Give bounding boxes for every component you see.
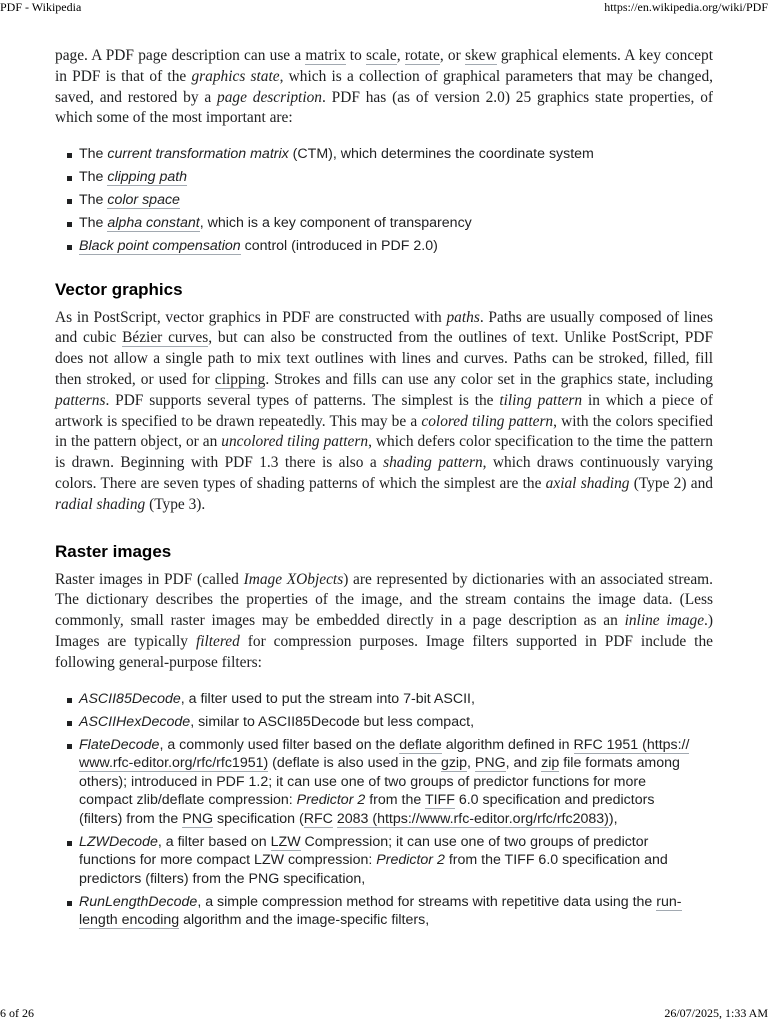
link-text: Black point compensation [79,238,241,255]
list-item [55,833,695,889]
text: . Paths are usually composed of lines and cubic [55,308,713,347]
link-rfc1951[interactable]: RFC 1951 (https://www.rfc-editor.org/rfc/rfc1951) [79,736,690,772]
link-black-point-compensation[interactable] [79,238,241,255]
text: As in PostScript, vector graphics in PDF are constructed with [55,308,447,326]
emphasis: colored tiling pattern [421,412,554,430]
emphasis: LZWDecode [79,833,158,850]
list-item [55,237,713,256]
link-text: clipping path [107,169,188,186]
raster-images-paragraph [55,570,713,674]
section-heading-vector-graphics: Vector graphics [55,279,183,299]
link-deflate[interactable]: deflate [399,736,442,753]
text: (Type 3). [145,495,206,513]
page-title: PDF - Wikipedia [0,0,82,14]
link-rfc[interactable]: RFC [303,810,333,827]
link-rfc2083[interactable]: 2083 (https://www.rfc-editor.org/rfc/rfc2083) [336,810,609,827]
text: ), [608,810,618,827]
emphasis: tiling pattern [499,391,583,409]
emphasis: Predictor 2 [296,792,366,809]
list-item [55,168,713,187]
text: , which is a key component of transparency [199,215,472,232]
link-lzw[interactable]: LZW [270,833,301,850]
text: , a simple compression method for streams with repetitive data using the [197,893,657,910]
link-matrix[interactable]: matrix [305,47,346,64]
link-zip[interactable]: zip [541,755,560,772]
list-item [55,191,713,210]
graphics-state-paragraph [55,46,713,129]
link-alpha-constant[interactable] [107,215,199,232]
emphasis: paths [446,308,480,326]
text: algorithm and the image-specific filters, [179,912,430,929]
link-png-spec[interactable]: PNG [182,810,214,827]
print-datetime: 26/07/2025, 1:33 AM [664,1006,768,1020]
text: , a filter used to put the stream into 7-bit ASCII, [180,690,475,707]
emphasis: FlateDecode [79,736,160,753]
text: control (introduced in PDF 2.0) [240,238,438,255]
link-text: alpha constant [107,215,200,232]
emphasis: RunLengthDecode [79,893,198,910]
text: , [466,755,475,772]
text: file formats among others); introduced in PDF 1.2; it can use one of two groups of predictor functions for more compact zlib/deflate compression: [79,755,680,809]
text: . Strokes and fills can use any color set in the graphics state, including [265,371,713,389]
list-item [55,893,695,930]
text: , similar to ASCII85Decode but less compact, [190,713,475,730]
text: The [79,192,108,209]
text: (deflate is also used in the [268,755,441,772]
text: , and [505,755,542,772]
emphasis: inline image [624,612,705,630]
emphasis: filtered [195,633,240,651]
emphasis: uncolored tiling pattern [221,433,369,451]
section-heading-raster-images: Raster images [55,541,172,561]
print-footer [0,1006,768,1024]
text: Raster images in PDF (called [55,570,244,588]
text: from the [365,792,425,809]
link-skew[interactable]: skew [464,47,497,64]
link-run-length-encoding[interactable]: run-length encoding [79,893,682,929]
link-tiff[interactable]: TIFF [424,792,455,809]
list-item [55,214,713,233]
text: , a commonly used filter based on the [159,736,400,753]
emphasis: graphics state [191,67,280,85]
graphics-state-list [55,145,713,256]
list-item [55,736,695,829]
link-scale[interactable]: scale [366,47,397,64]
text: , which is a collection of graphical parameters that may be changed, saved, and restored by a [55,67,713,106]
emphasis: shading pattern [383,454,483,472]
vector-graphics-paragraph [55,308,713,516]
text: (Type 2) and [629,475,713,493]
text: .) Images are typically [55,612,714,651]
text: , or [439,47,465,64]
text: , which draws continuously varying colors. There are seven types of shading patterns of which the simplest are the [55,454,713,493]
emphasis: Predictor 2 [376,852,445,869]
emphasis: radial shading [55,495,146,513]
text: Compression; it can use one of two groups of predictor functions for more compact LZW compression: [79,833,649,869]
text: The [79,215,108,232]
emphasis: ASCII85Decode [79,690,181,707]
text: to [345,47,366,64]
text: from the TIFF 6.0 specification and predictors (filters) from the PNG specification, [79,852,668,887]
text: The [79,169,108,186]
list-item [55,690,695,709]
text: page. A PDF page description can use a [55,47,306,64]
link-png[interactable]: PNG [474,755,506,772]
article-content [55,46,713,934]
page-number: 6 of 26 [0,1006,34,1020]
print-header [0,0,768,16]
list-item [55,145,713,164]
text: The [79,146,108,163]
emphasis: Image XObjects [243,570,344,588]
text: graphical elements. A key concept in PDF is that of the [55,47,713,85]
text: for compression purposes. Image filters supported in PDF include the following general-purpose filters: [55,633,713,671]
text: in which a piece of artwork is specified to be drawn repeatedly. This may be a [55,391,713,430]
text: . PDF has (as of version 2.0) 25 graphics state properties, of which some of the most important are: [55,88,714,127]
link-clipping[interactable]: clipping [214,371,266,389]
text: algorithm defined in [441,736,574,753]
text: , with the colors specified in the pattern object, or an [55,412,713,451]
emphasis: patterns [55,391,106,409]
text: , which defers color specification to the time the pattern is drawn. Beginning with PDF 1.3 there is also a [55,433,713,472]
link-bezier-curves[interactable]: Bézier curves [122,329,209,347]
page-url: https://en.wikipedia.org/wiki/PDF [604,0,768,14]
text: specification ( [213,810,304,827]
link-gzip[interactable]: gzip [440,755,467,772]
list-item [55,713,695,732]
link-clipping-path[interactable] [107,169,187,186]
emphasis: axial shading [545,475,630,493]
link-rotate[interactable]: rotate [404,47,440,64]
text: ) are represented by dictionaries with an associated stream. The dictionary describes the properties of the image, and the stream contains the image data. (Less commonly, small raster images may be embedded directly in a page description as an [55,570,713,630]
emphasis: ASCIIHexDecode [79,713,191,730]
text: . PDF supports several types of patterns. The simplest is the [105,391,500,409]
emphasis: page description [217,88,323,106]
link-color-space[interactable] [107,192,180,209]
image-filters-list [55,690,695,930]
text: , but can also be constructed from the outlines of text. Unlike PostScript, PDF does not allow a single path to mix text outlines with lines and curves. Paths can be stroked, filled, fill then stroked, or used for [55,329,714,389]
link-text: color space [107,192,180,209]
emphasis: current transformation matrix [107,146,289,163]
text: , a filter based on [157,833,271,850]
text: , [396,47,405,64]
text: (CTM), which determines the coordinate system [288,146,594,163]
text: 6.0 specification and predictors (filters) from the [79,792,655,827]
